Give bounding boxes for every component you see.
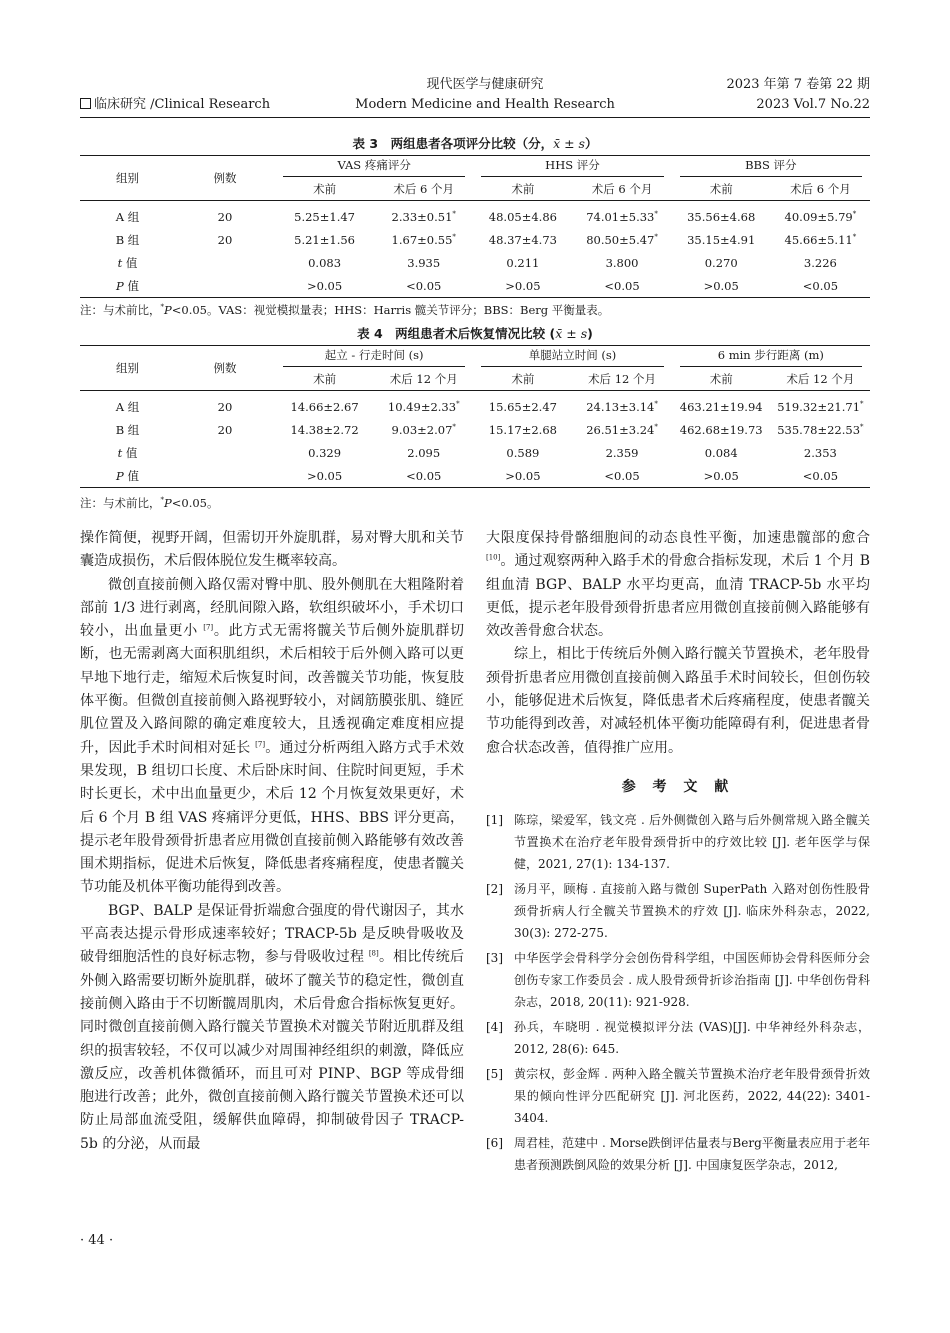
table3-cell: 80.50±5.47* (586, 232, 658, 247)
table4-cell: 24.13±3.14* (586, 399, 658, 414)
table3-row-label: P 值 (80, 274, 175, 298)
table4 (80, 345, 870, 488)
reference-item (486, 878, 870, 944)
section-label (80, 96, 270, 113)
table4-cell: 14.66±2.67 (290, 399, 359, 414)
page-number: · 44 · (80, 1233, 114, 1248)
table4-cell: 463.21±19.94 (679, 399, 763, 414)
table4-cell: 2.095 (407, 445, 441, 460)
table3-sub-header: 术前 (672, 178, 771, 201)
table4-cell: >0.05 (275, 464, 374, 488)
table4-row-n: 20 (217, 422, 233, 437)
reference-item (486, 1063, 870, 1129)
body-right-column (486, 527, 870, 1179)
table4-cell: 2.353 (803, 445, 837, 460)
table4-caption-symbol: x̄ ± s (555, 326, 588, 341)
table3-caption-text: 表 3 两组患者各项评分比较（分， (352, 136, 554, 151)
table3-cell: 5.25±1.47 (294, 209, 355, 224)
table3-cell: 48.05±4.86 (488, 209, 557, 224)
table3-sub-header: 术后 6 个月 (572, 178, 671, 201)
reference-text: 汤月平，顾梅 . 直接前入路与微创 SuperPath 入路对创伤性股骨颈骨折病人行全髋关节置换术的疗效 [J]. 临床外科杂志，2022, 30(3): 272-275. (514, 882, 870, 941)
reference-text: 中华医学会骨科学分会创伤骨科学组，中国医师协会骨科医师分会创伤专家工作委员会 . 成人股骨颈骨折诊治指南 [J]. 中华创伤骨科杂志，2018, 20(11): 921-928. (514, 951, 870, 1010)
table3-caption-symbol: x̄ ± s (553, 136, 585, 151)
body-left-column (80, 527, 464, 1156)
table3-col-n: 例数 (175, 156, 275, 201)
table4-cell: <0.05 (374, 464, 473, 488)
paragraph: 微创直接前侧入路仅需对臀中肌、股外侧肌在大粗隆附着部前 1/3 进行剥离，经肌间隙入路，软组织破坏小，手术切口较小，出血量更小 [7]。此方式无需将髋关节后侧外旋肌群切断，也无需剥离大面积肌组织，术后相较于后外侧入路可以更早地下地行走，缩短术后恢复时间，改善髋关节功能，恢复肢体平衡。但微创直接前侧入路视野较小，对阔筋膜张肌、缝匠肌位置及入路间隙的确定难度较大，且透视确定难度相应提升，因此手术时间相对延长 [7]。通过分析两组入路方式手术效果发现，B 组切口长度、术后卧床时间、住院时间更短，手术时长更长，术中出血量更少，术后 12 个月恢复效果更好，术后 6 个月 B 组 VAS 疼痛评分更低，HHS、BBS 评分更高，提示老年股骨颈骨折患者应用微创直接前侧入路能够有效改善围术期指标，促进术后恢复，降低患者疼痛程度，使患者髋关节功能及机体平衡功能得到改善。 (80, 576, 465, 896)
table3-cell: 0.083 (308, 255, 342, 270)
reference-text: 黄宗权，彭金辉 . 两种入路全髋关节置换术治疗老年股骨颈骨折效果的倾向性评分匹配研究 [J]. 河北医药，2022, 44(22): 3401-3404. (514, 1067, 870, 1126)
table-row (80, 391, 870, 419)
table3-cell: 35.15±4.91 (687, 232, 756, 247)
table4-caption-text: 表 4 两组患者术后恢复情况比较 ( (357, 326, 556, 341)
table4-cell: 519.32±21.71* (777, 399, 864, 414)
table3-cell: >0.05 (275, 274, 374, 298)
table4-group-header: 单腿站立时间 (s) (473, 346, 671, 369)
table3 (80, 155, 870, 298)
table-row (80, 228, 870, 251)
table4-caption-end: ) (587, 326, 593, 341)
reference-number: [5] (486, 1067, 503, 1082)
reference-number: [4] (486, 1020, 503, 1035)
table4-cell: 535.78±22.53* (777, 422, 864, 437)
table4-caption (80, 324, 870, 342)
table4-sub-header: 术后 12 个月 (771, 368, 870, 391)
section-text: 临床研究 /Clinical Research (94, 97, 271, 112)
table4-cell: >0.05 (672, 464, 771, 488)
table4-cell: 0.589 (506, 445, 540, 460)
journal-title-en: Modern Medicine and Health Research (355, 97, 615, 112)
table3-sub-header: 术前 (473, 178, 572, 201)
table3-caption-end: ） (584, 136, 598, 151)
table3-group-header: VAS 疼痛评分 (275, 156, 473, 179)
reference-item (486, 1132, 870, 1176)
table4-cell: 2.359 (605, 445, 639, 460)
table-row (80, 201, 870, 229)
references-heading: 参 考 文 献 (621, 778, 735, 795)
table4-note: 注：与术前比，*P<0.05。 (80, 496, 219, 510)
table4-cell: >0.05 (473, 464, 572, 488)
reference-item (486, 947, 870, 1013)
table3-sub-header: 术后 6 个月 (374, 178, 473, 201)
table3-cell: 0.211 (506, 255, 540, 270)
table-row (80, 251, 870, 274)
table3-row-n (175, 251, 275, 274)
table3-col-group: 组别 (80, 156, 175, 201)
reference-number: [3] (486, 951, 503, 966)
table4-cell: 462.68±19.73 (679, 422, 763, 437)
issue-en: 2023 Vol.7 No.22 (756, 97, 870, 112)
table4-cell: 10.49±2.33* (387, 399, 460, 414)
table4-cell: <0.05 (771, 464, 870, 488)
paragraph: 综上，相比于传统后外侧入路行髋关节置换术，老年股骨颈骨折患者应用微创直接前侧入路虽手术时间较长，但创伤较小，能够促进术后恢复，降低患者术后疼痛程度，使患者髋关节功能得到改善，对减轻机体平衡功能障碍有利，促进患者骨愈合状态改善，值得推广应用。 (486, 646, 870, 756)
table4-sub-header: 术前 (275, 368, 374, 391)
reference-number: [2] (486, 882, 503, 897)
paragraph: 大限度保持骨骼细胞间的动态良性平衡，加速患髋部的愈合 [10]。通过观察两种入路手术的骨愈合指标发现，术后 1 个月 B 组血清 BGP、BALP 水平均更高，血清 TRACP-5b 水平均更低，提示老年股骨颈骨折患者应用微创直接前侧入路能够有效改善骨愈合状态。 (486, 530, 870, 640)
table-row (80, 274, 870, 298)
table4-sub-header: 术后 12 个月 (374, 368, 473, 391)
table3-cell: 40.09±5.79* (784, 209, 857, 224)
table3-cell: <0.05 (374, 274, 473, 298)
reference-item (486, 809, 870, 875)
table4-cell: 9.03±2.07* (391, 422, 456, 437)
table3-row-n: 20 (217, 232, 233, 247)
table3-note: 注：与术前比，*P<0.05。VAS：视觉模拟量表；HHS：Harris 髋关节评分；BBS：Berg 平衡量表。 (80, 303, 610, 317)
table3-cell: >0.05 (672, 274, 771, 298)
table4-sub-header: 术前 (672, 368, 771, 391)
table4-cell: 15.65±2.47 (488, 399, 557, 414)
journal-title-cn: 现代医学与健康研究 (426, 77, 544, 92)
table4-row-n (175, 441, 275, 464)
table3-group-header: HHS 评分 (473, 156, 671, 179)
table4-group-header: 6 min 步行距离 (m) (672, 346, 870, 369)
table4-row-label: B 组 (115, 422, 140, 437)
table4-sub-header: 术前 (473, 368, 572, 391)
table3-cell: >0.05 (473, 274, 572, 298)
table3-group-header: BBS 评分 (672, 156, 870, 179)
table3-row-n (175, 274, 275, 298)
table4-row-label: A 组 (115, 399, 140, 414)
table4-cell: 15.17±2.68 (488, 422, 557, 437)
table3-cell: 74.01±5.33* (586, 209, 658, 224)
table3-cell: 0.270 (704, 255, 738, 270)
table3-cell: 1.67±0.55* (391, 232, 456, 247)
table4-col-n: 例数 (175, 346, 275, 391)
table3-sub-header: 术后 6 个月 (771, 178, 870, 201)
table4-cell: 0.329 (308, 445, 342, 460)
reference-text: 周君桂，范建中 . Morse跌倒评估量表与Berg平衡量表应用于老年患者预测跌倒风险的效果分析 [J]. 中国康复医学杂志，2012, (514, 1136, 870, 1173)
table3-cell: 3.800 (605, 255, 639, 270)
table3-cell: 3.226 (803, 255, 837, 270)
table4-sub-header: 术后 12 个月 (572, 368, 671, 391)
table-row (80, 441, 870, 464)
table4-row-n (175, 464, 275, 488)
table4-row-label: t 值 (117, 445, 138, 460)
header-rule (80, 117, 870, 118)
paragraph: BGP、BALP 是保证骨折端愈合强度的骨代谢因子，其水平高表达提示骨形成速率较好；TRACP-5b 是反映骨吸收及破骨细胞活性的良好标志物，参与骨吸收过程 [8]。相比传统后外侧入路需要切断外旋肌群，破坏了髋关节的稳定性，微创直接前侧入路由于不切断髋周肌肉，术后骨愈合指标恢复更好。同时微创直接前侧入路行髋关节置换术对髋关节附近肌群及组织的损害较轻，不仅可以减少对周围神经组织的刺激，降低应激反应，改善机体微循环，而且可对 PINP、BGP 等成骨细胞进行改善；此外，微创直接前侧入路行髋关节置换术还可以防止局部血流受阻，缓解供血障碍，抑制破骨因子 TRACP-5b 的分泌，从而最 (80, 902, 464, 1152)
reference-list (486, 809, 870, 1176)
table4-cell: 0.084 (704, 445, 738, 460)
table3-cell: 35.56±4.68 (687, 209, 756, 224)
table3-cell: 5.21±1.56 (294, 232, 355, 247)
table3-cell: 48.37±4.73 (488, 232, 557, 247)
table3-caption (80, 134, 870, 152)
table4-group-header: 起立 - 行走时间 (s) (275, 346, 473, 369)
table4-row-n: 20 (217, 399, 233, 414)
table4-row-label: P 值 (80, 464, 175, 488)
table3-row-label: t 值 (117, 255, 138, 270)
table3-cell: 3.935 (407, 255, 441, 270)
reference-text: 陈琮，梁爱军，钱文亮 . 后外侧微创入路与后外侧常规入路全髋关节置换术在治疗老年股骨颈骨折中的疗效比较 [J]. 老年医学与保健，2021, 27(1): 134-137. (514, 813, 870, 872)
table4-cell: 14.38±2.72 (290, 422, 359, 437)
reference-text: 孙兵，车晓明 . 视觉模拟评分法 (VAS)[J]. 中华神经外科杂志，2012, 28(6): 645. (514, 1020, 870, 1057)
table4-cell: <0.05 (572, 464, 671, 488)
table3-row-label: A 组 (115, 209, 140, 224)
table4-cell: 26.51±3.24* (586, 422, 658, 437)
reference-number: [6] (486, 1136, 503, 1151)
table3-row-label: B 组 (115, 232, 140, 247)
checkbox-square-icon (80, 98, 91, 109)
table3-row-n: 20 (217, 209, 233, 224)
table3-cell: <0.05 (771, 274, 870, 298)
table3-cell: <0.05 (572, 274, 671, 298)
issue-cn: 2023 年第 7 卷第 22 期 (726, 77, 870, 92)
table3-cell: 45.66±5.11* (784, 232, 857, 247)
table4-col-group: 组别 (80, 346, 175, 391)
table3-cell: 2.33±0.51* (391, 209, 456, 224)
table-row (80, 464, 870, 488)
paragraph: 操作简便，视野开阔，但需切开外旋肌群，易对臀大肌和关节囊造成损伤，术后假体脱位发生概率较高。 (80, 530, 464, 570)
reference-item (486, 1016, 870, 1060)
table-row (80, 418, 870, 441)
reference-number: [1] (486, 813, 503, 828)
table3-sub-header: 术前 (275, 178, 374, 201)
